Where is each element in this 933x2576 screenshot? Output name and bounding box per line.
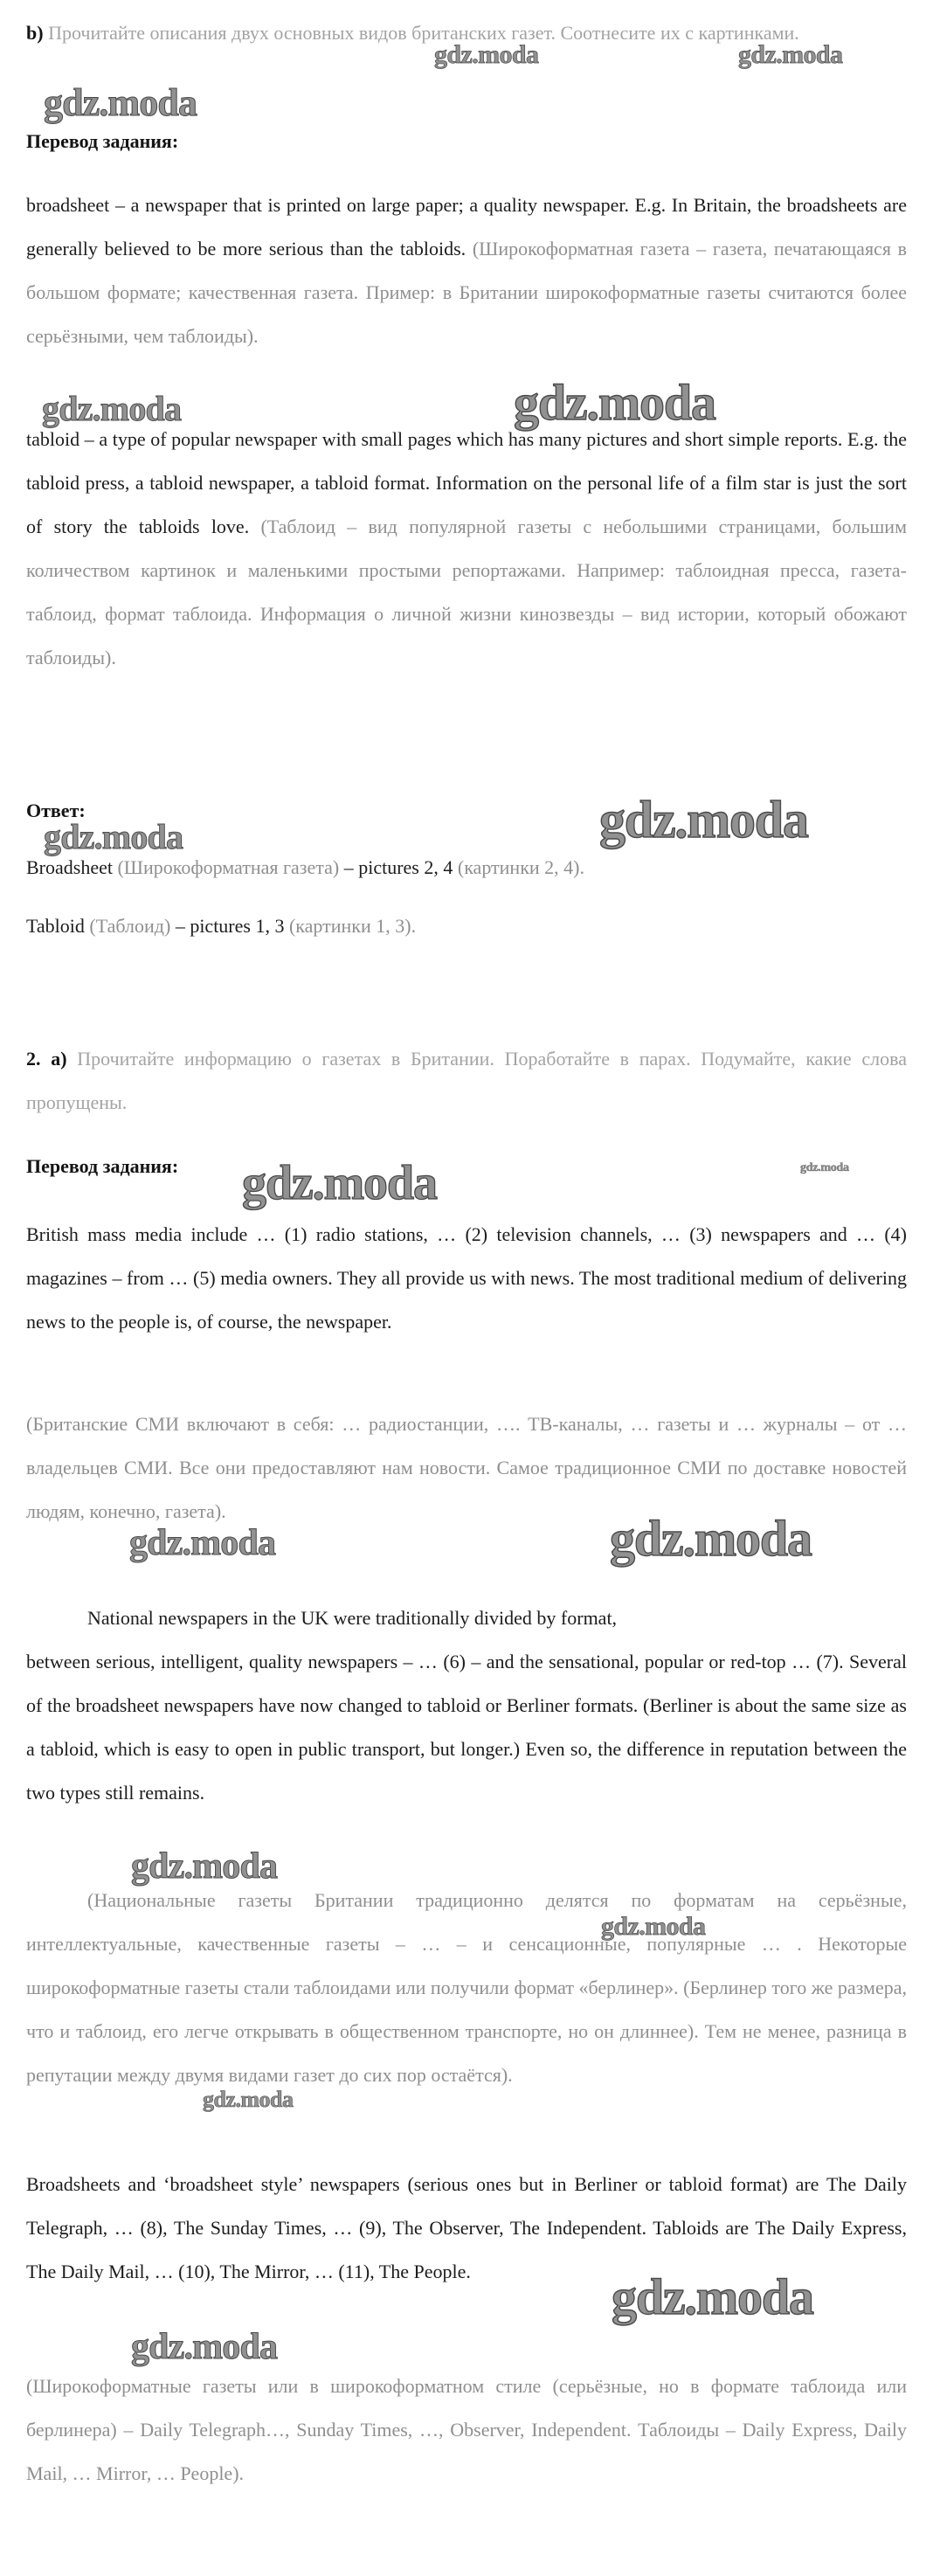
gdz-moda-watermark: gdz.moda (129, 1523, 276, 1563)
answer-broadsheet-text: – pictures 2, 4 (343, 856, 458, 878)
gdz-moda-watermark: gdz.moda (610, 1510, 812, 1567)
broadsheet-definition (26, 184, 907, 358)
answer-tabloid-text: (Таблоид) (89, 915, 176, 937)
tabloid-definition-text: tabloid – a type of popular newspaper with small pages which has many pictures and short simple reports. E.g. the tabloid press, a tabloid newspaper, a tabloid format. Information on the personal life of a film star is just the sort of story the tabloids love. (26, 428, 907, 537)
gdz-moda-watermark: gdz.moda (203, 2087, 294, 2112)
gdz-moda-watermark: gdz.moda (42, 389, 182, 428)
gdz-moda-watermark: gdz.moda (601, 1912, 706, 1941)
british-media-text (26, 1213, 907, 1344)
task-b-heading-text: Прочитайте описания двух основных видов британских газет. Соотнесите их с картинками. (48, 22, 799, 44)
broadsheet-definition-text: broadsheet – a newspaper that is printed on large paper; a quality newspaper. E.g. In Britain, the broadsheets are generally believed to be more serious than the tabloids. (26, 194, 907, 260)
gdz-moda-watermark: gdz.moda (242, 1156, 437, 1210)
national-newspapers-translation (26, 1879, 907, 2097)
answer-broadsheet-text: Broadsheet (26, 856, 118, 878)
answer-tabloid-text: – pictures 1, 3 (175, 915, 289, 937)
gdz-moda-watermark: gdz.moda (131, 1846, 278, 1887)
task-2a-heading-text: Прочитайте информацию о газетах в Британии. Поработайте в парах. Подумайте, какие слова пропущены. (26, 1048, 907, 1113)
broadsheets-tabloids-translation-text: (Широкоформатные газеты или в широкоформатном стиле (серьёзные, но в формате таблоида или берлинера) – Daily Telegraph…, Sunday Times, …, Observer, Independent. Таблоиды – Daily Express, Daily Mail, … Mirror, … People). (26, 2375, 907, 2484)
gdz-moda-watermark: gdz.moda (738, 40, 843, 69)
answer-broadsheet-text: (Широкоформатная газета) (117, 856, 344, 878)
gdz-moda-watermark: gdz.moda (800, 1161, 849, 1174)
answer-tabloid (26, 904, 907, 948)
answer-tabloid-text: Tabloid (26, 915, 90, 937)
translation-heading-2-text: Перевод задания: (26, 1155, 179, 1177)
answer-tabloid-text: (картинки 1, 3). (288, 915, 417, 937)
national-newspapers-translation-text: (Национальные газеты Британии традиционно делятся по форматам на серьёзные, интеллектуальные, качественные газеты – … – и сенсационные, популярные … . Некоторые широкоформатные газеты стали таблоидами или получили формат «берлинер». (Берлинер того же размера, что и таблоид, его легче открывать в общественном транспорте, но он длиннее). Тем не менее, разница в репутации между двумя видами газет до сих пор остаётся). (26, 1889, 907, 2086)
translation-heading-2 (26, 1145, 907, 1188)
tabloid-definition (26, 418, 907, 680)
answer-heading-text: Ответ: (26, 800, 86, 821)
translation-heading-1 (26, 120, 907, 163)
task-2a-heading-text: 2. a) (26, 1048, 78, 1070)
tabloid-definition-text: (Таблоид – вид популярной газеты с небольшими страницами, большим количеством картинок и маленькими простыми репортажами. Например: таблоидная пресса, газета-таблоид, формат таблоида. Информация о личной жизни кинозвезды – вид истории, который обожают таблоиды). (26, 516, 907, 668)
british-media-text-text: British mass media include … (1) radio stations, … (2) television channels, … (3) newspapers and … (4) magazines – from … (5) media owners. They all provide us with news. The most traditional medium of delivering news to the people is, of course, the newspaper. (26, 1223, 907, 1333)
broadsheets-tabloids-text-text: Broadsheets and ‘broadsheet style’ newspapers (serious ones but in Berliner or tabloid format) are The Daily Telegraph, … (8), The Sunday Times, … (9), The Observer, The Independent. Tabloids are The Daily Express, The Daily Mail, … (10), The Mirror, … (11), The People. (26, 2173, 907, 2282)
national-newspapers-text (26, 1596, 907, 1815)
british-media-translation-text: (Британские СМИ включают в себя: … радиостанции, …. ТВ-каналы, … газеты и … журналы – от … владельцев СМИ. Все они предоставляют нам новости. Самое традиционное СМИ по доставке новостей людям, конечно, газета). (26, 1413, 907, 1522)
broadsheet-definition-text: (Широкоформатная газета – газета, печатающаяся в большом формате; качественная газета. Пример: в Британии широкоформатные газеты считаются более серьёзными, чем таблоиды). (26, 238, 908, 347)
task-b-heading-text: b) (26, 22, 49, 44)
translation-heading-1-text: Перевод задания: (26, 130, 179, 152)
gdz-moda-watermark: gdz.moda (599, 791, 808, 848)
gdz-moda-watermark: gdz.moda (434, 40, 539, 69)
national-newspapers-text-text: National newspapers in the UK were traditionally divided by format, (87, 1607, 618, 1629)
gdz-moda-watermark: gdz.moda (44, 81, 197, 124)
task-2a-heading (26, 1037, 907, 1125)
gdz-moda-watermark: gdz.moda (514, 374, 715, 431)
answer-broadsheet-text: (картинки 2, 4). (457, 856, 584, 878)
broadsheets-tabloids-translation (26, 2365, 907, 2496)
gdz-moda-watermark: gdz.moda (612, 2268, 813, 2325)
national-newspapers-text-text: between serious, intelligent, quality newspapers – … (6) – and the sensational, popular or red-top … (7). Several of the broadsheet newspapers have now changed to tabloid or Berliner formats. (Berliner is about the same size as a tabloid, which is easy to open in public transport, but longer.) Even so, the difference in reputation between the two types still remains. (26, 1651, 907, 1804)
gdz-moda-watermark: gdz.moda (44, 817, 183, 856)
gdz-moda-watermark: gdz.moda (131, 2327, 278, 2367)
